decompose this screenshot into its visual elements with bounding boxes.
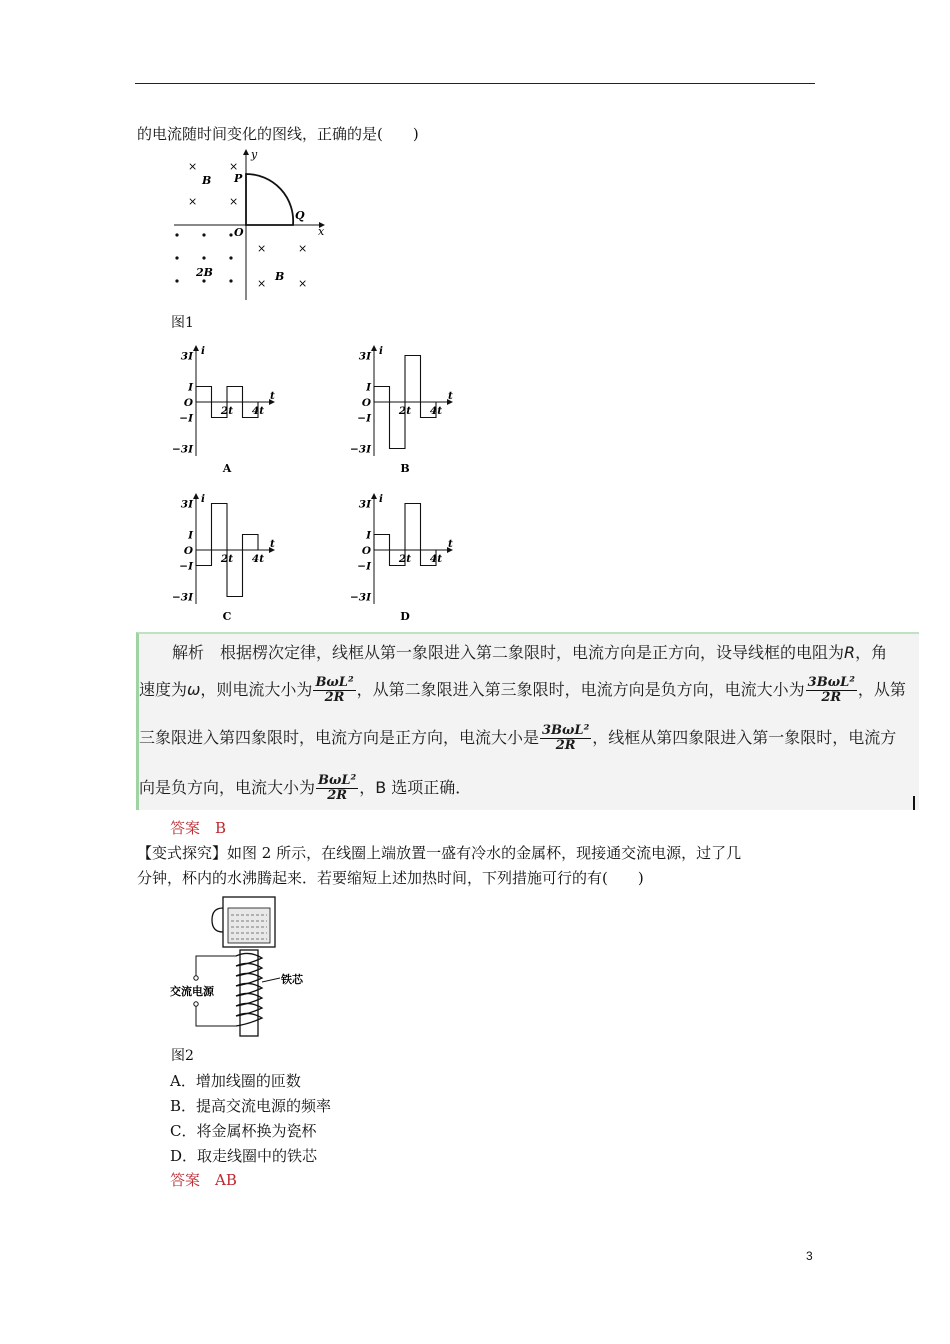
cross-mark: × [257,242,267,255]
figure-1 [168,146,338,302]
graph-d [350,492,470,622]
t-axis-label: t [270,390,275,402]
analysis-line-1: 解析 根据楞次定律，线框从第一象限进入第二象限时，电流方向是正方向，设导线框的电阻为R，角 [172,643,888,662]
question-tail: 的电流随时间变化的图线，正确的是( ) [137,125,419,143]
core-pointer [262,978,280,982]
graph-label: B [400,462,410,474]
i-axis-label: i [201,493,205,505]
current-waveform [374,504,436,566]
dot-mark [202,256,205,259]
graph-a [172,344,292,474]
tick-label: 4t [251,405,265,417]
cross-mark: × [298,242,308,255]
fraction: $\frac{\text{BωL²}}{2R}$ [315,675,354,705]
figure-1-caption: 图1 [171,315,194,331]
dot-mark [229,279,232,282]
tick-label: I [188,529,193,542]
figure-2-caption: 图2 [171,1048,194,1064]
wire-bottom [196,1006,236,1026]
wire-top [196,956,236,976]
tick-label: I [366,529,371,542]
fraction: $\frac{\text{3BωL²}}{2R}$ [807,675,855,705]
fraction: $\frac{\text{3BωL²}}{2R}$ [542,723,590,753]
option-c: C．将金属杯换为瓷杯 [170,1122,317,1140]
tick-label: 4t [251,553,265,565]
field-b-label: B [275,270,285,283]
tick-label: 2t [398,553,412,565]
graph-label: C [222,610,232,622]
source-label: 交流电源 [170,985,214,998]
tick-label: 4t [429,553,443,565]
graph-c [172,492,292,622]
dot-mark [202,233,205,236]
tick-label: 4t [429,405,443,417]
t-axis-label: t [448,390,453,402]
tick-label: 3I [180,498,193,511]
text-cursor [913,796,915,810]
tick-label: 3I [358,498,371,511]
tick-label: 3I [358,350,371,363]
tick-label: −3I [350,443,371,456]
field-b-label: B [202,174,212,187]
terminal [194,1002,198,1006]
option-a: A．增加线圈的匝数 [170,1072,301,1090]
dot-mark [202,279,205,282]
dot-mark [175,233,178,236]
tick-label: O [183,545,193,557]
option-b: B．提高交流电源的频率 [170,1097,332,1115]
p-label: P [234,172,243,185]
tick-label: 2t [398,405,412,417]
tick-label: −I [179,412,193,425]
answer-1: 答案 B [170,819,227,837]
tick-label: −I [179,560,193,573]
field-2b-label: 2B [196,266,213,279]
i-axis-label: i [379,493,383,505]
dot-mark [175,279,178,282]
tick-label: I [366,381,371,394]
answer-2: 答案 AB [170,1171,237,1189]
tick-label: −I [357,412,371,425]
tick-label: O [183,397,193,409]
cross-mark: × [188,160,198,173]
graph-b [350,344,470,474]
graph-label: D [400,610,410,622]
cold-water [228,908,270,943]
tick-label: O [361,397,371,409]
tick-label: −3I [172,443,193,456]
graph-label: A [222,462,232,474]
cup-handle [212,908,223,932]
tick-label: −3I [350,591,371,604]
y-label: y [251,148,258,161]
tick-label: O [361,545,371,557]
cross-mark: × [229,160,239,173]
figure-2 [168,894,328,1040]
dot-mark [229,233,232,236]
x-label: x [318,225,325,238]
t-axis-label: t [448,538,453,550]
analysis-box [136,632,919,810]
header-rule [135,83,815,84]
t-axis-label: t [270,538,275,550]
page-number: 3 [806,1249,813,1263]
tick-label: I [188,381,193,394]
option-d: D．取走线圈中的铁芯 [170,1147,318,1165]
terminal [194,976,198,980]
analysis-line-2: 速度为ω，则电流大小为 $\frac{\text{BωL²}}{2R}$ ，从第二象限进入第三象限时，电流方向是负方向，电流大小为 $\frac{\text{3BωL²}}{2R}$ ，从第 [139,675,906,705]
origin-label: O [234,226,244,239]
dot-mark [229,256,232,259]
fraction: $\frac{\text{BωL²}}{2R}$ [318,773,357,803]
tick-label: 2t [220,553,234,565]
tick-label: −3I [172,591,193,604]
i-axis-label: i [201,345,205,357]
quarter-circle-frame [246,174,293,225]
q-label: Q [295,209,305,222]
cross-mark: × [257,277,267,290]
variant-line-1: 【变式探究】如图 2 所示，在线圈上端放置一盛有冷水的金属杯，现接通交流电源，过了几 [137,844,742,862]
tick-label: 3I [180,350,193,363]
cross-mark: × [229,195,239,208]
core-label: 铁芯 [281,973,303,986]
cross-mark: × [298,277,308,290]
cross-mark: × [188,195,198,208]
i-axis-label: i [379,345,383,357]
dot-mark [175,256,178,259]
variant-line-2: 分钟，杯内的水沸腾起来．若要缩短上述加热时间，下列措施可行的有( ) [137,869,644,887]
analysis-line-3: 三象限进入第四象限时，电流方向是正方向，电流大小是 $\frac{\text{3BωL²}}{2R}$ ，线框从第四象限进入第一象限时，电流方 [139,723,897,753]
tick-label: −I [357,560,371,573]
tick-label: 2t [220,405,234,417]
analysis-line-4: 向是负方向，电流大小为 $\frac{\text{BωL²}}{2R}$ ，B 选项正确． [139,773,472,803]
